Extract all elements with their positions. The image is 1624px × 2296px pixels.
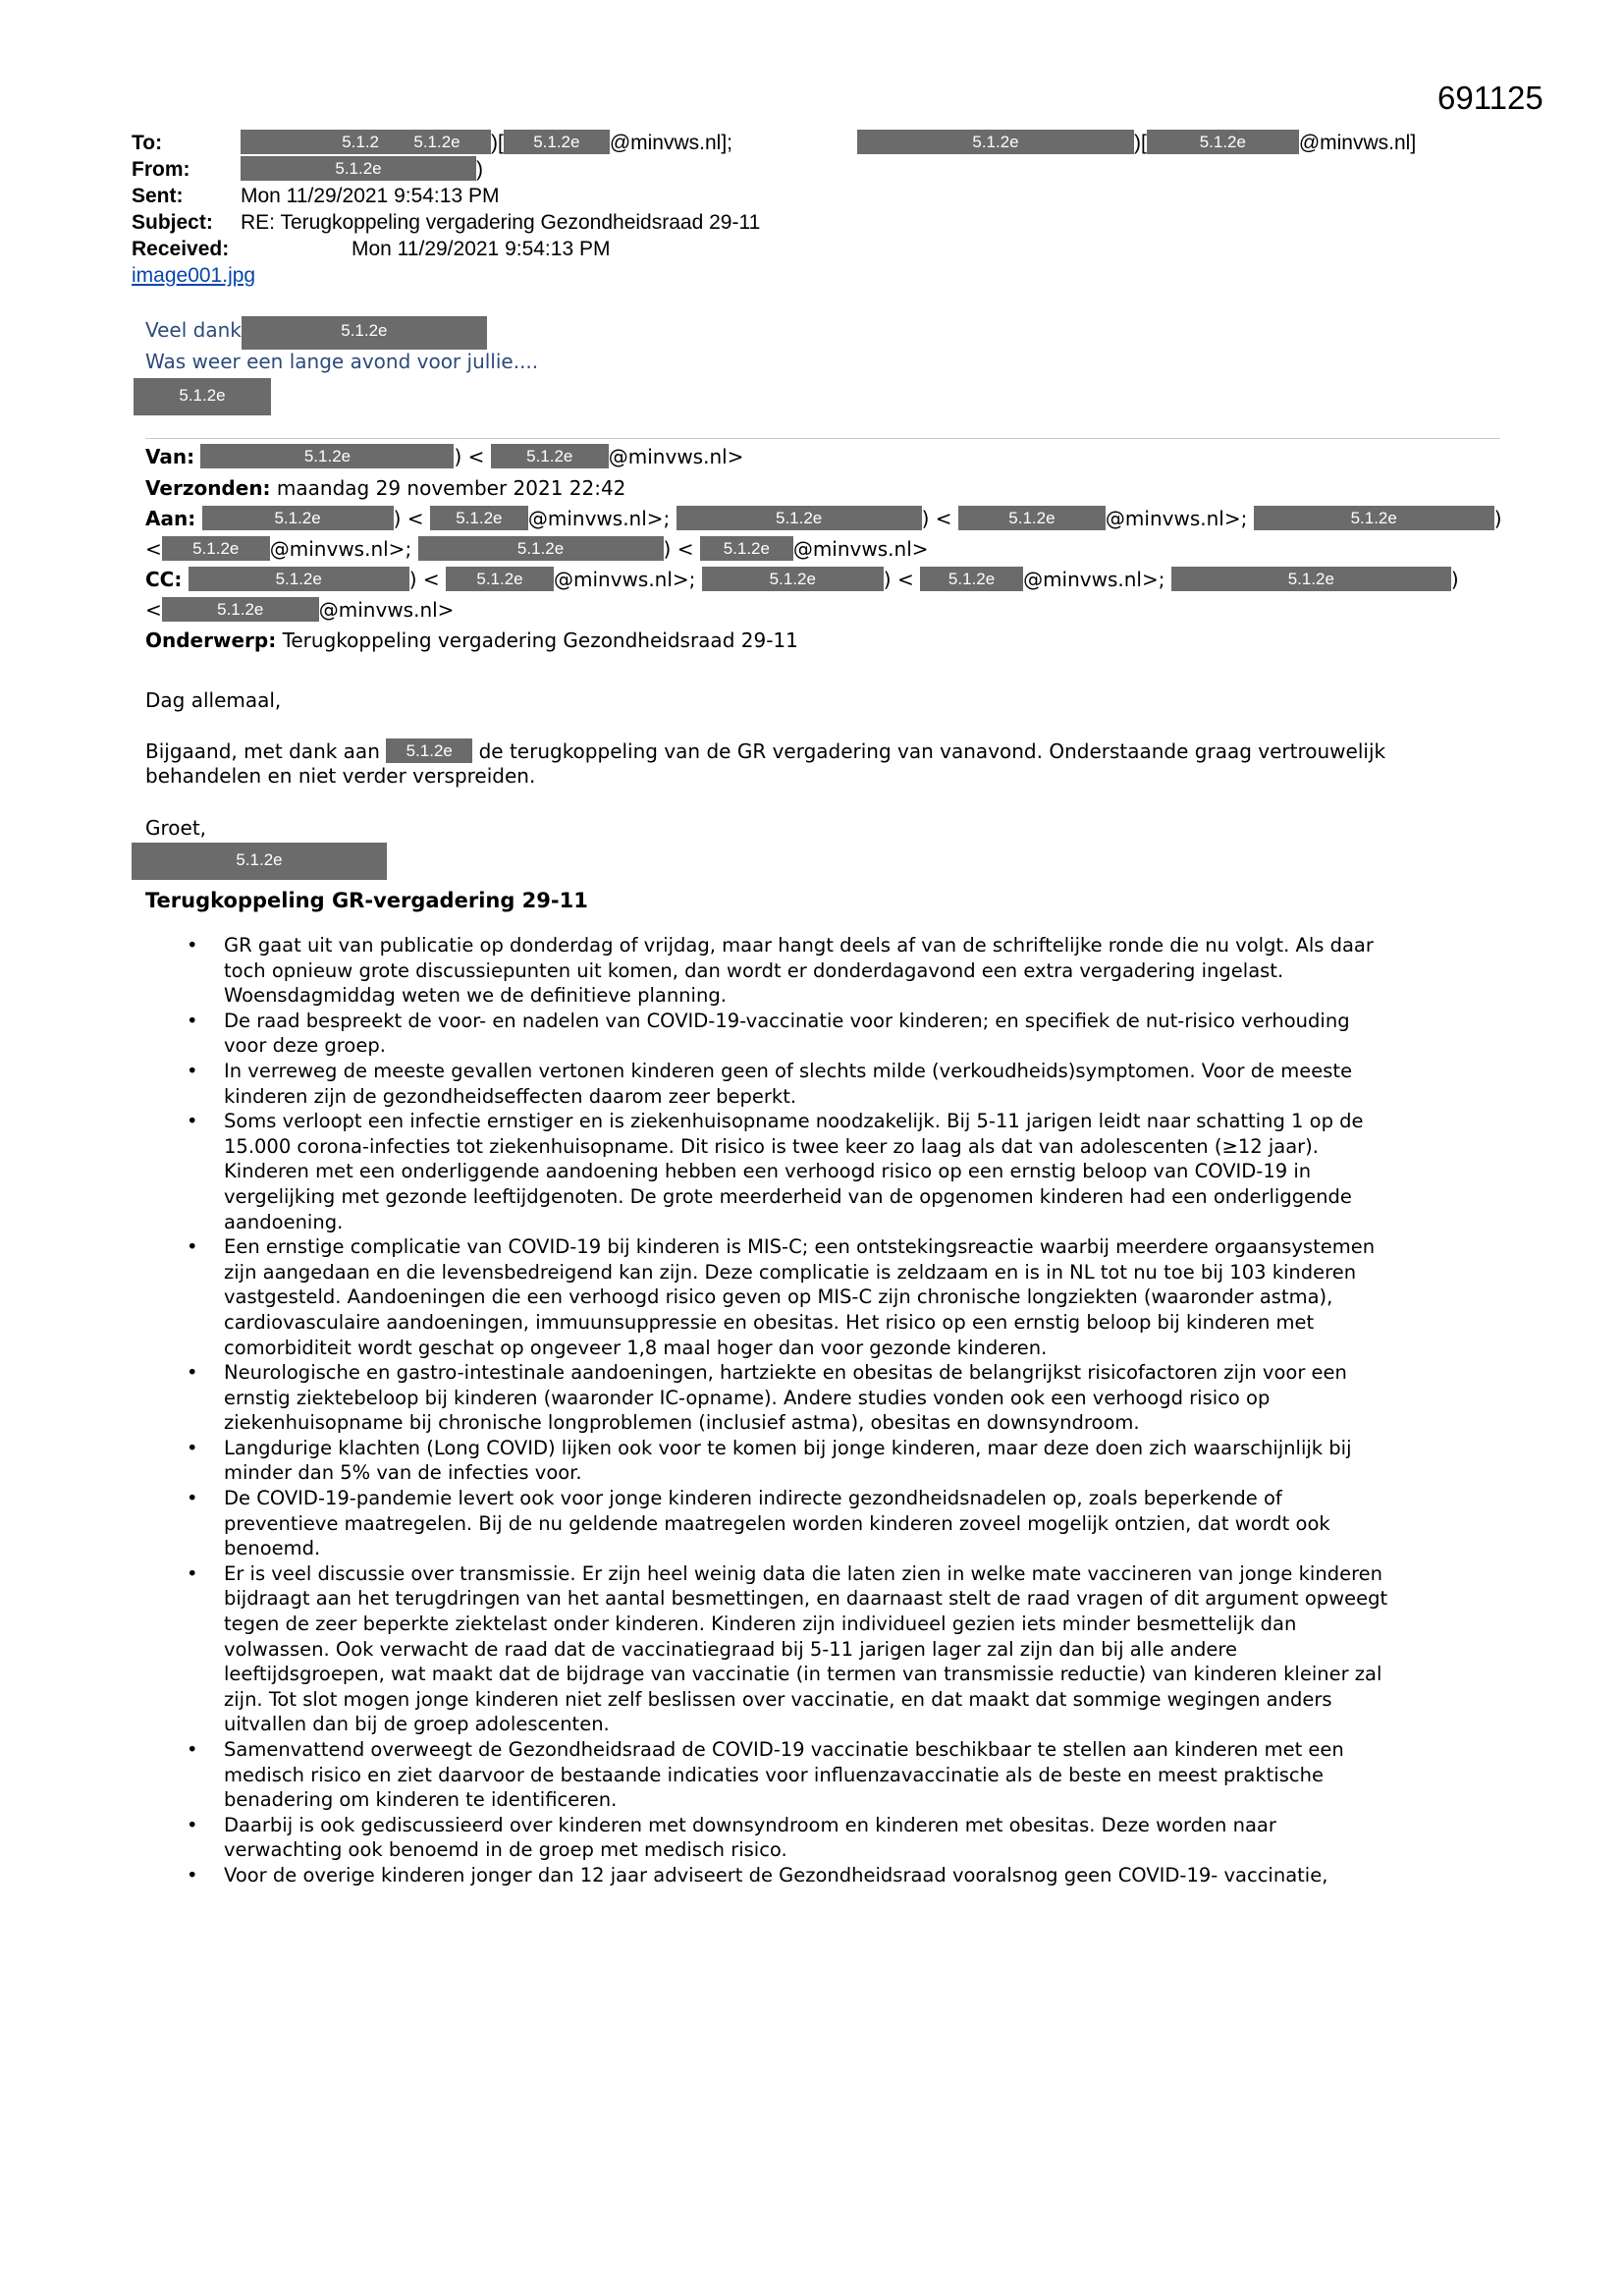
- bullet-line: benoemd.: [224, 1537, 321, 1560]
- bullet-line: preventieve maatregelen. Bij de nu geldende maatregelen worden kinderen zoveel mogelijk ontzien, dat wordt ook: [224, 1511, 1330, 1535]
- redaction: 5.1.2e: [430, 506, 528, 530]
- bullet-list: [187, 933, 1502, 1888]
- bullet-line: zijn aangedaan en die levensbedreigend kan zijn. Deze complicatie is zeldzaam en is in NL tot nu toe bij 103 kinderen: [224, 1260, 1357, 1284]
- bullet-line: voor deze groep.: [224, 1034, 386, 1058]
- reply-line-1: Veel dank 5.1.2e: [145, 316, 487, 350]
- from-line: 5.1.2e ): [241, 156, 483, 183]
- bullet-line: bijdraagt aan het terugdringen van het aantal besmettingen, en daarnaast stelt de raad vragen of dit argument opweegt: [224, 1587, 1388, 1611]
- bullet-item: [187, 1486, 1502, 1561]
- closing: Groet,: [145, 816, 207, 840]
- bullet-item: [187, 1436, 1502, 1486]
- email-domain: @minvws.nl>;: [269, 537, 412, 561]
- bullet-line: • Samenvattend overweegt de Gezondheidsraad de COVID-19 vaccinatie beschikbaar te stellen aan kinderen met een: [224, 1738, 1344, 1761]
- bullet-line: vergelijking met gezonde leeftijdgenoten. De grote meerderheid van de opgenomen kinderen had een onderliggende: [224, 1184, 1352, 1208]
- bullet-line: leeftijdsgroepen, wat maakt dat de bijdrage van vaccinatie (in termen van transmissie reductie) van kinderen kleiner zal: [224, 1663, 1382, 1686]
- to-line: 5.1.2 5.1.2e )[ 5.1.2e @minvws.nl];: [241, 130, 732, 156]
- bullet-line: • Voor de overige kinderen jonger dan 12 jaar adviseert de Gezondheidsraad vooralsnog geen COVID-19- vaccinatie,: [224, 1863, 1328, 1886]
- redaction: 5.1.2e: [134, 378, 271, 415]
- bullet-line: • De raad bespreekt de voor- en nadelen van COVID-19-vaccinatie voor kinderen; en specifiek de nut-risico verhouding: [224, 1009, 1350, 1032]
- verzonden-line: Verzonden: maandag 29 november 2021 22:42: [145, 476, 626, 500]
- signature-redaction: [134, 378, 271, 415]
- redaction: 5.1.2e: [504, 130, 610, 154]
- separator-line: [145, 438, 1500, 439]
- bullet-line: cardiovasculaire aandoeningen, immuunsuppressie en obesitas. Het risico op een ernstig beloop bij kinderen met: [224, 1310, 1315, 1334]
- redaction: 5.1.2e: [446, 567, 554, 591]
- redaction: 5.1.2e: [677, 506, 922, 530]
- redaction: 5.1.2e: [132, 843, 387, 880]
- bullet-line: medisch risico en ziet daarvoor de bestaande indicaties voor influenzavaccinatie als de beste en meest praktische: [224, 1763, 1324, 1786]
- bullet-line: • De COVID-19-pandemie levert ook voor jonge kinderen indirecte gezondheidsnadelen op, zoals beperkende of: [224, 1487, 1282, 1510]
- email-domain: @minvws.nl];: [609, 132, 732, 154]
- bullet-line: • Soms verloopt een infectie ernstiger en is ziekenhuisopname noodzakelijk. Bij 5-11 jarigen leidt naar schatting 1 op de: [224, 1110, 1364, 1133]
- bullet-line: toch opnieuw grote discussiepunten uit komen, dan wordt er donderdagavond een extra vergadering ingelast.: [224, 958, 1284, 982]
- aan-line-1: Aan: 5.1.2e ) < 5.1.2e @minvws.nl>; 5.1.2e ) < 5.1.2e @minvws.nl>; 5.1.2e ): [145, 507, 1502, 530]
- redaction: 5.1.2e: [702, 567, 884, 591]
- redaction: 5.1.2e: [383, 130, 491, 154]
- bullet-item: [187, 1813, 1502, 1863]
- email-domain: @minvws.nl>;: [1023, 568, 1165, 591]
- bullet-item: [187, 933, 1502, 1009]
- sent-value: Mon 11/29/2021 9:54:13 PM: [241, 185, 500, 207]
- bullet-line: vastgesteld. Aandoeningen die een verhoogd risico geven op MIS-C zijn chronische longziekten (waaronder astma),: [224, 1285, 1333, 1309]
- section-title: Terugkoppeling GR-vergadering 29-11: [145, 889, 588, 912]
- bullet-line: tegen de zeer beperkte ziektelast onder kinderen. Kinderen zijn individueel gezien iets minder besmettelijk dan: [224, 1613, 1297, 1636]
- intro-line-1: Bijgaand, met dank aan 5.1.2e de terugkoppeling van de GR vergadering van vanavond. Onderstaande graag vertrouwelijk: [145, 739, 1386, 763]
- email-domain: @minvws.nl>;: [1105, 507, 1248, 530]
- redaction: 5.1.2e: [162, 597, 319, 622]
- bullet-line: verwachting ook benoemd in de groep met medisch risico.: [224, 1838, 787, 1862]
- bullet-line: Kinderen met een onderliggende aandoening hebben een verhoogd risico op een ernstig beloop van COVID-19 in: [224, 1160, 1312, 1183]
- bullet-line: zijn. Tot slot mogen jonge kinderen niet zelf beslissen over vaccinatie, en dat maakt dat sommige wegingen anders: [224, 1687, 1332, 1711]
- redaction: 5.1.2e: [491, 444, 609, 468]
- bullet-line: • Langdurige klachten (Long COVID) lijken ook voor te komen bij jonge kinderen, maar deze doen zich waarschijnlijk bij: [224, 1436, 1352, 1459]
- email-domain: @minvws.nl>: [608, 445, 744, 468]
- subject-value: RE: Terugkoppeling vergadering Gezondheidsraad 29-11: [241, 211, 761, 234]
- email-domain: @minvws.nl]: [1298, 132, 1417, 154]
- reply-line-2: Was weer een lange avond voor jullie....: [145, 350, 539, 373]
- from-label: From:: [132, 158, 190, 181]
- bullet-line: volwassen. Ook verwacht de raad dat de vaccinatiegraad bij 5-11 jarigen lager zal zijn dan bij alle andere: [224, 1637, 1237, 1661]
- bullet-line: 15.000 corona-infecties tot ziekenhuisopname. Dit risico is twee keer zo laag als dat van adolescenten (≥12 jaar).: [224, 1134, 1319, 1158]
- bullet-line: ernstig ziektebeloop bij kinderen (waaronder IC-opname). Andere studies vonden ook een verhoogd risico op: [224, 1386, 1271, 1409]
- bullet-item: [187, 1109, 1502, 1234]
- redaction: 5.1.2e: [162, 536, 270, 561]
- bullet-item: [187, 1009, 1502, 1059]
- redaction: 5.1.2e: [418, 536, 664, 561]
- redaction: 5.1.2e: [700, 536, 793, 561]
- redaction: 5.1.2e: [242, 316, 487, 350]
- email-domain: @minvws.nl>: [318, 598, 455, 622]
- bullet-line: uitvallen dan bij de groep adolescenten.: [224, 1713, 610, 1736]
- cc-line-1: CC: 5.1.2e ) < 5.1.2e @minvws.nl>; 5.1.2e ) < 5.1.2e @minvws.nl>; 5.1.2e ): [145, 568, 1459, 591]
- subject-label: Subject:: [132, 211, 213, 234]
- received-label: Received:: [132, 238, 230, 260]
- bullet-line: benadering om kinderen te identificeren.: [224, 1788, 618, 1812]
- aan-line-2: < 5.1.2e @minvws.nl>; 5.1.2e ) < 5.1.2e @minvws.nl>: [145, 537, 929, 561]
- bullet-item: [187, 1561, 1502, 1737]
- redaction: 5.1.2e: [1254, 506, 1494, 530]
- bullet-item: [187, 1863, 1502, 1888]
- email-domain: @minvws.nl>;: [554, 568, 696, 591]
- bullet-line: kinderen zijn de gezondheidseffecten daarom zeer beperkt.: [224, 1084, 797, 1108]
- to-label: To:: [132, 132, 163, 154]
- bullet-line: • Een ernstige complicatie van COVID-19 bij kinderen is MIS-C; een ontstekingsreactie waarbij meerdere orgaansystemen: [224, 1235, 1376, 1259]
- redaction: 5.1.2e: [200, 444, 454, 468]
- redaction: 5.1.2e: [920, 567, 1023, 591]
- van-line: Van: 5.1.2e ) < 5.1.2e @minvws.nl>: [145, 445, 744, 468]
- bullet-line: • GR gaat uit van publicatie op donderdag of vrijdag, maar hangt deels af van de schriftelijke ronde die nu volgt. Als daar: [224, 934, 1374, 957]
- to-line-2: 5.1.2e )[ 5.1.2e @minvws.nl]: [857, 130, 1416, 156]
- bullet-item: [187, 1234, 1502, 1360]
- bullet-line: • In verreweg de meeste gevallen vertonen kinderen geen of slechts milde (verkoudheids)symptomen. Voor de meeste: [224, 1059, 1353, 1082]
- email-domain: @minvws.nl>: [792, 537, 929, 561]
- received-value: Mon 11/29/2021 9:54:13 PM: [352, 238, 611, 260]
- bullet-line: • Daarbij is ook gediscussieerd over kinderen met downsyndroom en kinderen met obesitas. Deze worden naar: [224, 1813, 1276, 1836]
- document-number: 691125: [1437, 80, 1543, 116]
- redaction: 5.1.2e: [857, 130, 1134, 154]
- intro-line-2: behandelen en niet verder verspreiden.: [145, 764, 536, 788]
- bullet-line: Woensdagmiddag weten we de definitieve planning.: [224, 984, 727, 1008]
- cc-line-2: < 5.1.2e @minvws.nl>: [145, 598, 455, 622]
- redaction: 5.1.2: [241, 130, 383, 154]
- sent-label: Sent:: [132, 185, 184, 207]
- redaction: 5.1.2e: [958, 506, 1106, 530]
- bullet-line: aandoening.: [224, 1210, 344, 1233]
- redaction: 5.1.2e: [202, 506, 394, 530]
- bullet-line: ziekenhuisopname bij chronische longproblemen (inclusief astma), obesitas en downsyndroom.: [224, 1411, 1140, 1435]
- redaction: 5.1.2e: [1171, 567, 1451, 591]
- greeting: Dag allemaal,: [145, 688, 282, 712]
- bullet-item: [187, 1737, 1502, 1813]
- onderwerp-line: Onderwerp: Terugkoppeling vergadering Gezondheidsraad 29-11: [145, 629, 798, 652]
- attachment-link[interactable]: image001.jpg: [132, 264, 256, 287]
- bullet-line: minder dan 5% van de infecties voor.: [224, 1461, 582, 1485]
- bullet-item: [187, 1059, 1502, 1109]
- sender-redaction: [132, 843, 387, 880]
- bullet-item: [187, 1360, 1502, 1436]
- bullet-line: • Er is veel discussie over transmissie. Er zijn heel weinig data die laten zien in welke mate vaccineren van jonge kinderen: [224, 1561, 1383, 1585]
- redaction: 5.1.2e: [1147, 130, 1299, 154]
- bullet-line: comorbiditeit wordt geschat op ongeveer 1,8 maal hoger dan voor gezonde kinderen.: [224, 1336, 1048, 1359]
- redaction: 5.1.2e: [189, 567, 409, 591]
- bullet-line: • Neurologische en gastro-intestinale aandoeningen, hartziekte en obesitas de belangrijkst risicofactoren zijn voor een: [224, 1361, 1347, 1385]
- email-domain: @minvws.nl>;: [527, 507, 671, 530]
- redaction: 5.1.2e: [386, 738, 472, 763]
- redaction: 5.1.2e: [241, 156, 476, 181]
